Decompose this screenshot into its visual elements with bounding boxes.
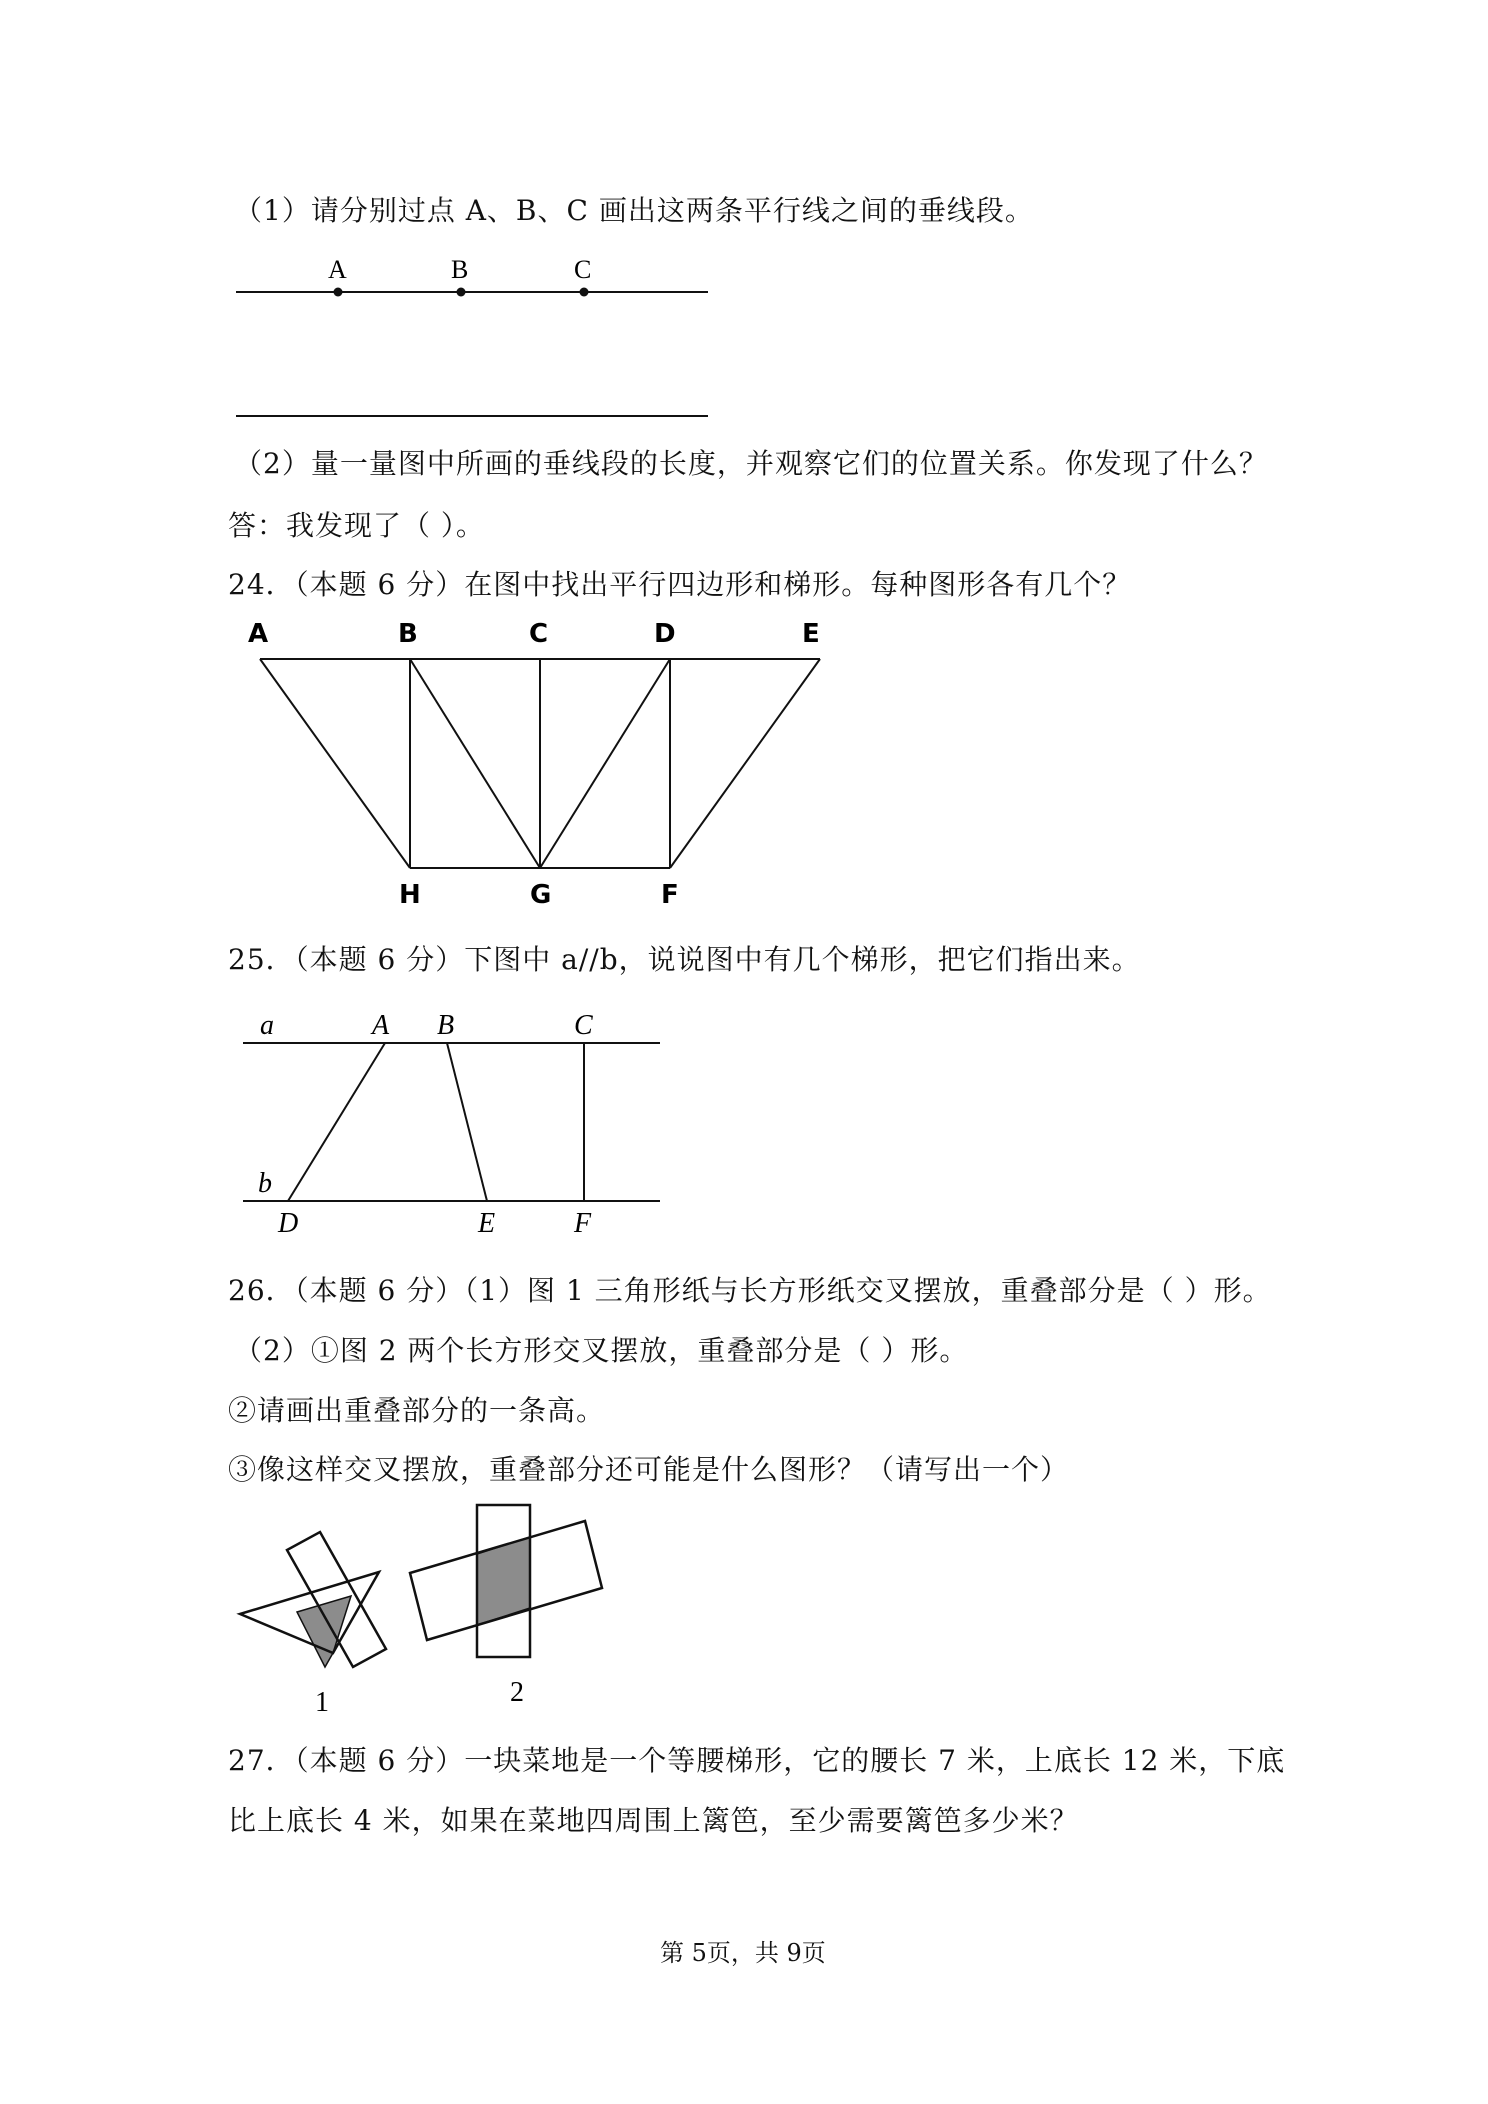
q26-figure-1 [240,1532,386,1718]
q23-point-a [334,288,343,297]
q23-answer: 答：我发现了（ ）。 [228,509,485,542]
q25-label-line-a: a [260,1010,274,1041]
q23-parallel-lines-figure [230,250,730,430]
q25-segment-ad [288,1043,385,1201]
q24-segment-ef [670,659,820,868]
q24-label-f: F [661,880,679,910]
q26-line3: ②请画出重叠部分的一条高。 [228,1394,606,1427]
q24-label-g: G [530,880,552,910]
q27-line2: 比上底长 4 米，如果在菜地四周围上篱笆，至少需要篱笆多少米？ [228,1804,1079,1837]
q24-label-d: D [654,619,676,649]
q25-label-b: B [437,1010,455,1041]
q24-label-a: A [248,619,269,649]
q24-segment-bg [410,659,540,868]
q26-figure-2 [410,1505,602,1708]
q25-label-line-b: b [258,1168,272,1199]
q26-fig2-label: 2 [510,1677,524,1708]
q23-label-b: B [451,255,469,284]
q25-figure [240,1000,680,1240]
q25-label-e: E [478,1208,496,1239]
q26-line1: 26．（本题 6 分）（1）图 1 三角形纸与长方形纸交叉摆放，重叠部分是（ ）形。 [228,1274,1272,1307]
q26-line4: ③像这样交叉摆放，重叠部分还可能是什么图形？（请写出一个） [228,1453,1070,1486]
q27-line1: 27．（本题 6 分）一块菜地是一个等腰梯形，它的腰长 7 米，上底长 12 米，下底 [228,1744,1286,1777]
q24-text: 24．（本题 6 分）在图中找出平行四边形和梯形。每种图形各有几个？ [228,568,1132,601]
q24-label-e: E [802,619,820,649]
q23-part1: （1）请分别过点 A、B、C 画出这两条平行线之间的垂线段。 [234,194,1034,227]
q24-label-h: H [399,880,421,910]
q26-figures [230,1505,630,1725]
q24-label-b: B [398,619,418,649]
q26-line2: （2）①图 2 两个长方形交叉摆放，重叠部分是（ ）形。 [234,1334,969,1367]
q23-point-c [580,288,589,297]
q24-figure [240,612,840,912]
q23-point-b [457,288,466,297]
q25-label-f: F [574,1208,592,1239]
page-number: 第 5页，共 9页 [660,1939,826,1967]
q25-text: 25．（本题 6 分）下图中 a//b，说说图中有几个梯形，把它们指出来。 [228,943,1141,976]
q24-segment-dg [540,659,670,868]
q23-label-c: C [574,255,592,284]
q26-fig1-label: 1 [315,1687,329,1718]
q23-label-a: A [328,255,347,284]
q25-label-a: A [372,1010,390,1041]
q25-segment-be [447,1043,487,1201]
q23-part2: （2）量一量图中所画的垂线段的长度，并观察它们的位置关系。你发现了什么？ [234,447,1268,480]
q26-fig1-overlap [297,1596,351,1667]
q24-label-c: C [529,619,549,649]
q25-label-c: C [574,1010,593,1041]
q24-segment-ah [260,659,410,868]
q25-label-d: D [278,1208,299,1239]
